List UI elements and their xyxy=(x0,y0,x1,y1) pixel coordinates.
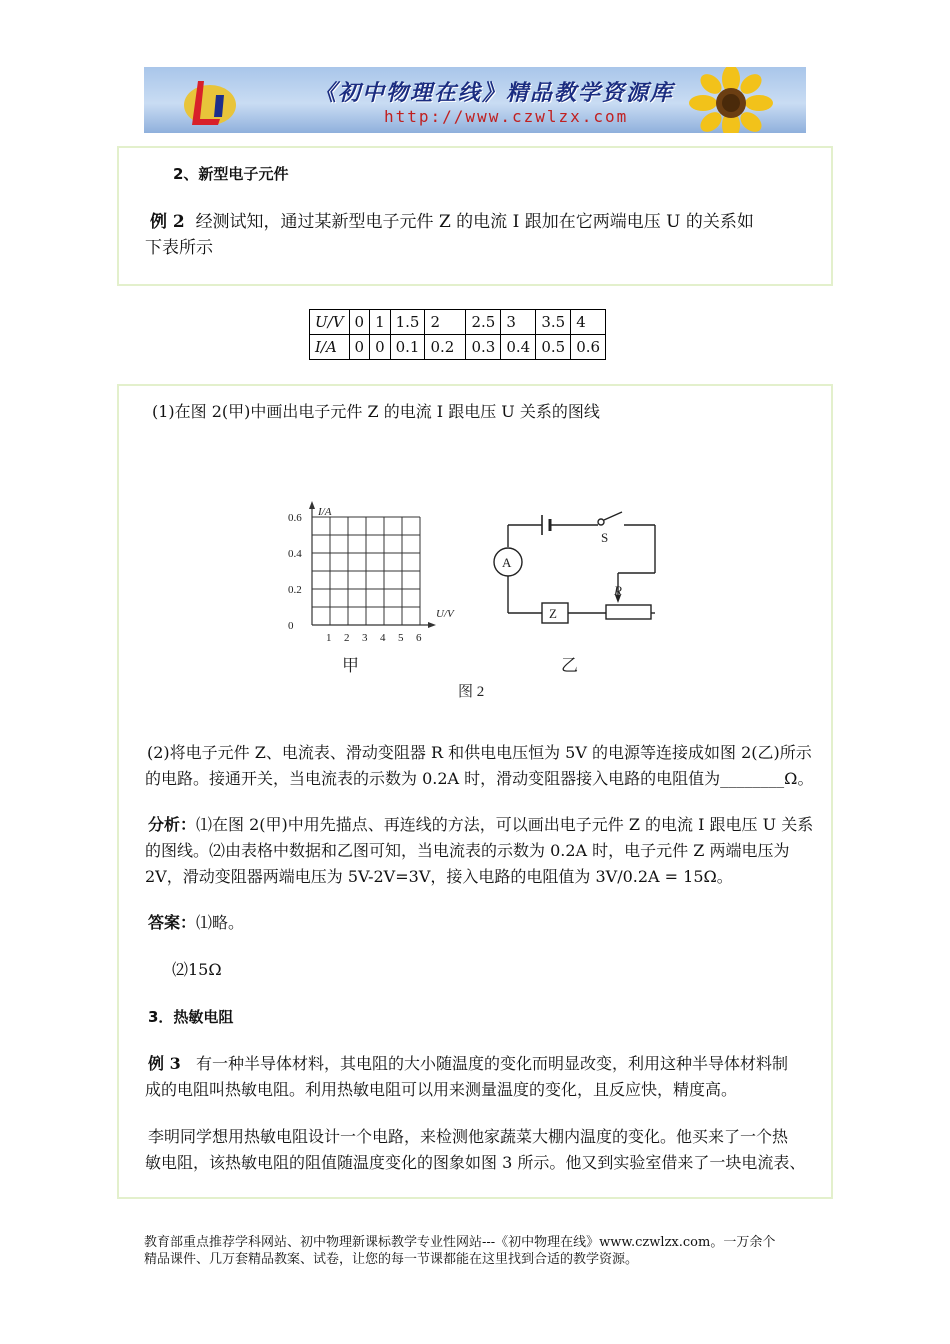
analysis-line3: 2V，滑动变阻器两端电压为 5V-2V=3V，接入电路的电阻值为 3V/0.2A = 15Ω。 xyxy=(145,867,733,886)
graph-y-tick-label: 0.4 xyxy=(288,548,302,560)
example-3-label: 例 3 xyxy=(148,1054,181,1073)
example-3-text: 有一种半导体材料，其电阻的大小随温度的变化而明显改变，利用这种半导体材料制 xyxy=(195,1054,788,1073)
table-cell: 1 xyxy=(370,310,391,335)
graph-x-tick-label: 2 xyxy=(344,632,350,644)
graph-y-tick-label: 0 xyxy=(288,620,294,632)
voltage-current-table xyxy=(309,309,606,360)
table-cell: 0.4 xyxy=(501,335,536,360)
question-2-line1: (2)将电子元件 Z、电流表、滑动变阻器 R 和供电电压恒为 5V 的电源等连接成如图 2(乙)所示 xyxy=(147,743,812,762)
table-cell: 1.5 xyxy=(390,310,425,335)
resistor-label: R xyxy=(614,583,622,598)
graph-jia xyxy=(309,501,436,628)
table-cell: 3 xyxy=(501,310,536,335)
component-label: Z xyxy=(549,606,557,621)
footer-line2: 精品课件、几万套精品教案、试卷，让您的每一节课都能在这里找到合适的教学资源。 xyxy=(144,1252,639,1267)
paragraph-line2: 敏电阻，该热敏电阻的阻值随温度变化的图象如图 3 所示。他又到实验室借来了一块电流表、 xyxy=(145,1153,806,1172)
answer-part1: ⑴略。 xyxy=(196,913,245,932)
page-footer xyxy=(144,1234,814,1268)
answer-part2: ⑵15Ω xyxy=(172,960,222,979)
example-3-line1 xyxy=(148,1051,788,1077)
table-header-cell: U/V xyxy=(310,310,350,335)
banner-url: http://www.czwlzx.com xyxy=(384,107,629,126)
table-cell: 0 xyxy=(349,310,370,335)
graph-x-tick-label: 3 xyxy=(362,632,368,644)
question-1: (1)在图 2(甲)中画出电子元件 Z 的电流 I 跟电压 U 关系的图线 xyxy=(152,402,600,421)
switch-label: S xyxy=(601,530,609,545)
analysis-line1 xyxy=(148,812,813,838)
figure-2 xyxy=(280,495,680,705)
table-row xyxy=(310,335,606,360)
answer-label: 答案： xyxy=(148,913,197,932)
table-cell: 4 xyxy=(571,310,606,335)
sunflower-icon xyxy=(676,67,786,133)
table-cell: 0 xyxy=(370,335,391,360)
graph-x-tick-label: 5 xyxy=(398,632,404,644)
example-2-text: 经测试知，通过某新型电子元件 Z 的电流 I 跟加在它两端电压 U 的关系如 xyxy=(195,212,754,232)
table-row xyxy=(310,310,606,335)
paragraph-line1: 李明同学想用热敏电阻设计一个电路，来检测他家蔬菜大棚内温度的变化。他买来了一个热 xyxy=(148,1127,789,1146)
question-2-line2: 的电路。接通开关，当电流表的示数为 0.2A 时，滑动变阻器接入电路的电阻值为________Ω。 xyxy=(145,769,814,788)
graph-x-tick-label: 6 xyxy=(416,632,422,644)
table-cell: 2 xyxy=(425,310,466,335)
table-cell: 0.5 xyxy=(536,335,571,360)
table-cell: 3.5 xyxy=(536,310,571,335)
analysis-line2: 的图线。⑵由表格中数据和乙图可知，当电流表的示数为 0.2A 时，电子元件 Z 两端电压为 xyxy=(145,841,790,860)
graph-y-tick-label: 0.2 xyxy=(288,584,302,596)
circuit-caption: 乙 xyxy=(561,656,578,676)
table-cell: 0.2 xyxy=(425,335,466,360)
table-cell: 2.5 xyxy=(466,310,501,335)
graph-x-tick-label: 1 xyxy=(326,632,332,644)
table-cell: 0.3 xyxy=(466,335,501,360)
example-2-label: 例 2 xyxy=(150,212,185,232)
graph-y-axis-label: I/A xyxy=(318,506,332,518)
analysis-label: 分析： xyxy=(148,815,197,834)
section-heading-3: 3．热敏电阻 xyxy=(148,1008,234,1026)
example-3-line2: 成的电阻叫热敏电阻。利用热敏电阻可以用来测量温度的变化，且反应快，精度高。 xyxy=(145,1080,738,1099)
footer-line1: 教育部重点推荐学科网站、初中物理新课标教学专业性网站---《初中物理在线》www.czwlzx.com。一万余个 xyxy=(144,1235,776,1250)
analysis-text: ⑴在图 2(甲)中用先描点、再连线的方法，可以画出电子元件 Z 的电流 I 跟电压 U 关系 xyxy=(196,815,814,834)
table-cell: 0 xyxy=(349,335,370,360)
banner-title: 《初中物理在线》精品教学资源库 xyxy=(314,80,675,106)
table-cell: 0.6 xyxy=(571,335,606,360)
answer-line1 xyxy=(148,910,244,936)
example-2-line2: 下表所示 xyxy=(145,238,213,258)
site-logo-icon xyxy=(180,75,240,129)
graph-y-tick-label: 0.6 xyxy=(288,512,302,524)
figure-caption: 图 2 xyxy=(458,684,485,700)
header-banner xyxy=(144,67,806,133)
table-cell: 0.1 xyxy=(390,335,425,360)
circuit-yi xyxy=(494,512,655,623)
table-header-cell: I/A xyxy=(310,335,350,360)
section-heading-2: 2、新型电子元件 xyxy=(173,165,289,183)
graph-caption: 甲 xyxy=(342,656,359,676)
graph-x-axis-label: U/V xyxy=(436,608,454,620)
ammeter-label: A xyxy=(502,555,512,570)
graph-x-tick-label: 4 xyxy=(380,632,386,644)
example-2-line1 xyxy=(150,209,754,235)
